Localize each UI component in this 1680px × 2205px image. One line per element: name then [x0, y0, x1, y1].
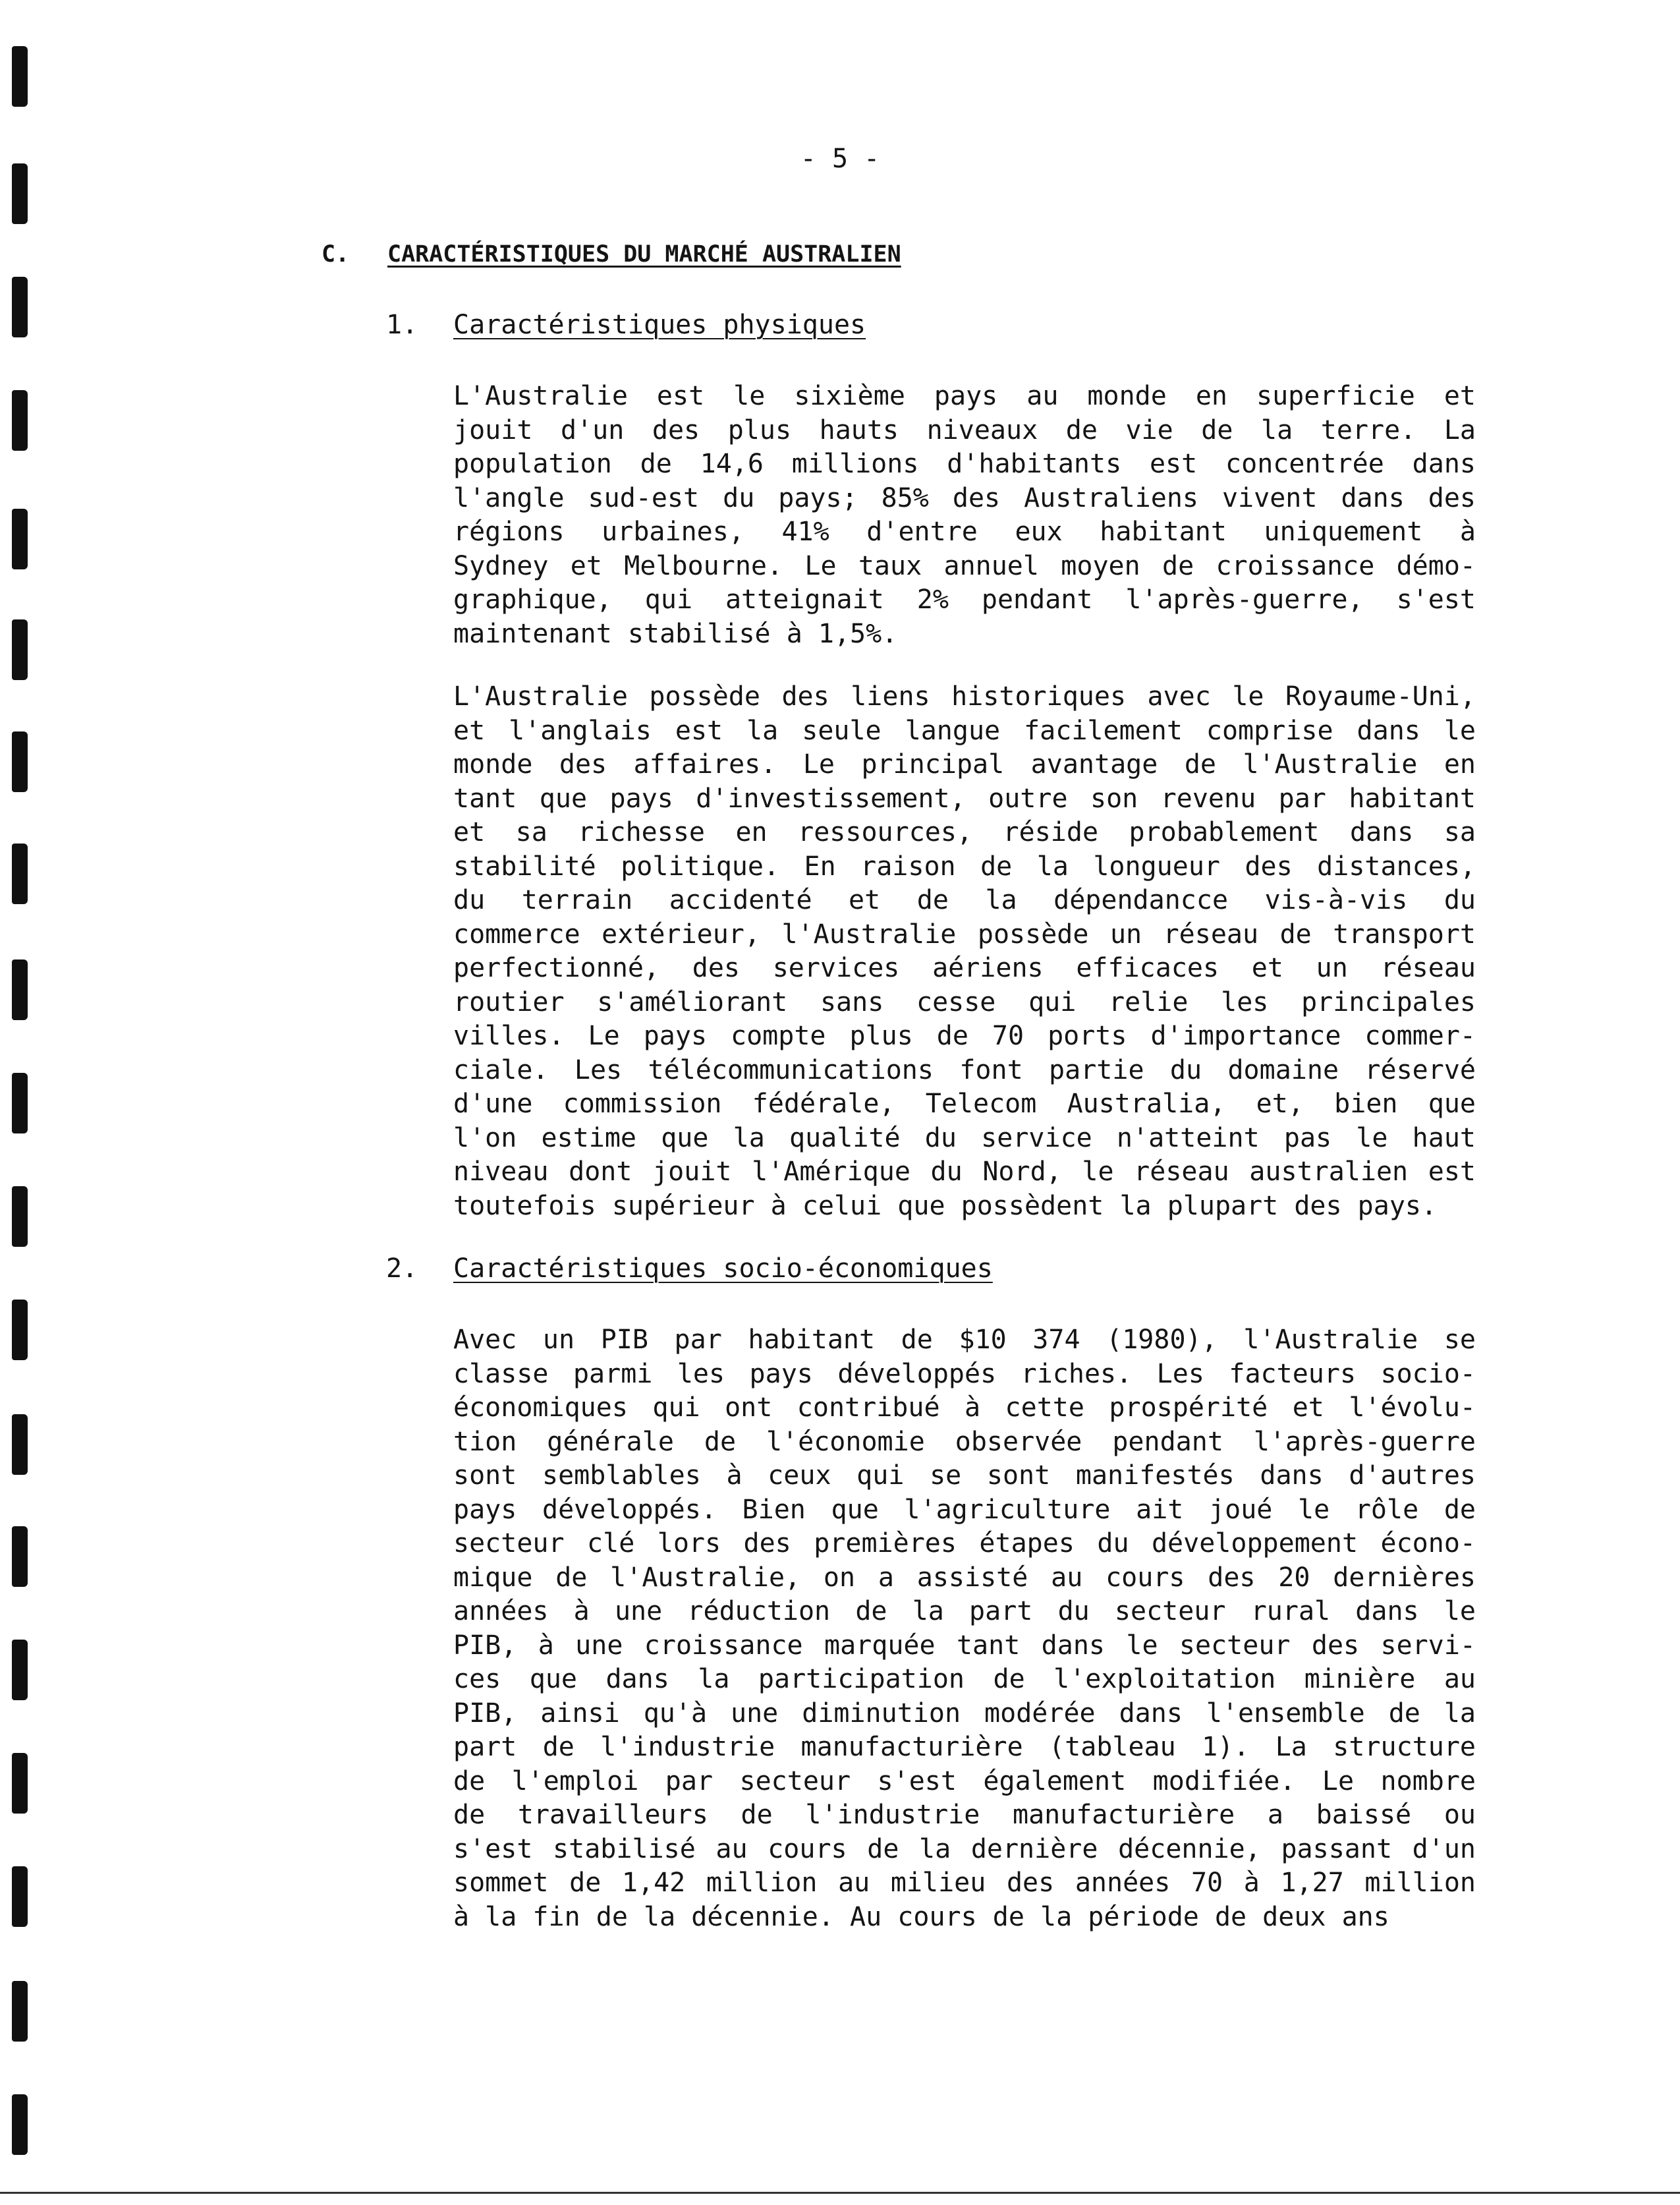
binder-hole-mark [12, 1186, 28, 1247]
binder-hole-mark [12, 2094, 28, 2155]
text-line: stabilité politique. En raison de la longueur des distances, [453, 851, 1476, 882]
text-line: niveau dont jouit l'Amérique du Nord, le réseau australien est [453, 1157, 1476, 1187]
section-title: CARACTÉRISTIQUES DU MARCHÉ AUSTRALIEN [387, 241, 901, 268]
subsection-number: 1. [386, 310, 418, 340]
binder-hole-mark [12, 619, 28, 680]
subsection-number: 2. [386, 1253, 418, 1284]
binder-hole-mark [12, 731, 28, 792]
text-line: sommet de 1,42 million au milieu des années 70 à 1,27 million [453, 1868, 1476, 1898]
text-line: à la fin de la décennie. Au cours de la période de deux ans [453, 1901, 1389, 1932]
binder-hole-mark [12, 390, 28, 451]
text-line: perfectionné, des services aériens efficaces et un réseau [453, 953, 1476, 983]
text-line: graphique, qui atteignait 2% pendant l'après-guerre, s'est [453, 585, 1476, 615]
text-line: commerce extérieur, l'Australie possède un réseau de transport [453, 919, 1476, 950]
binder-hole-mark [12, 1753, 28, 1814]
text-line: sont semblables à ceux qui se sont manifestés dans d'autres [453, 1460, 1476, 1491]
text-line: régions urbaines, 41% d'entre eux habitant uniquement à [453, 517, 1476, 547]
text-line: et l'anglais est la seule langue facilement comprise dans le [453, 715, 1476, 746]
page-number: - 5 - [800, 144, 880, 174]
text-line: PIB, ainsi qu'à une diminution modérée dans l'ensemble de la [453, 1698, 1476, 1729]
binder-hole-mark [12, 509, 28, 569]
binder-hole-mark [12, 1073, 28, 1133]
section-letter: C. [322, 241, 350, 268]
text-line: l'on estime que la qualité du service n'atteint pas le haut [453, 1122, 1476, 1153]
text-line: s'est stabilisé au cours de la dernière décennie, passant d'un [453, 1833, 1476, 1864]
text-line: routier s'améliorant sans cesse qui relie les principales [453, 987, 1476, 1017]
text-line: pays développés. Bien que l'agriculture ait joué le rôle de [453, 1494, 1476, 1525]
subsection-title: Caractéristiques physiques [453, 310, 866, 340]
binder-hole-mark [12, 1981, 28, 2042]
text-line: maintenant stabilisé à 1,5%. [453, 618, 898, 649]
text-line: PIB, à une croissance marquée tant dans le secteur des servi- [453, 1630, 1476, 1661]
paragraph [453, 680, 1476, 1223]
text-line: ciale. Les télécommunications font partie du domaine réservé [453, 1054, 1476, 1085]
binder-hole-mark [12, 1526, 28, 1587]
binder-hole-mark [12, 1866, 28, 1927]
subsection-heading-2 [386, 1253, 993, 1284]
binder-hole-mark [12, 1414, 28, 1475]
text-line: L'Australie est le sixième pays au monde en superficie et [453, 381, 1476, 411]
subsection-title: Caractéristiques socio-économiques [453, 1253, 993, 1284]
text-line: jouit d'un des plus hauts niveaux de vie de la terre. La [453, 415, 1476, 445]
text-line: de travailleurs de l'industrie manufacturière a baissé ou [453, 1800, 1476, 1830]
text-line: Sydney et Melbourne. Le taux annuel moyen de croissance démo- [453, 550, 1476, 581]
section-heading [322, 241, 901, 268]
text-line: population de 14,6 millions d'habitants est concentrée dans [453, 449, 1476, 479]
text-line: mique de l'Australie, on a assisté au cours des 20 dernières [453, 1562, 1476, 1593]
text-line: part de l'industrie manufacturière (tableau 1). La structure [453, 1732, 1476, 1762]
text-line: tion générale de l'économie observée pendant l'après-guerre [453, 1426, 1476, 1457]
text-line: tant que pays d'investissement, outre son revenu par habitant [453, 783, 1476, 814]
text-line: années à une réduction de la part du secteur rural dans le [453, 1596, 1476, 1626]
text-line: économiques qui ont contribué à cette prospérité et l'évolu- [453, 1392, 1476, 1423]
text-line: l'angle sud-est du pays; 85% des Australiens vivent dans des [453, 482, 1476, 513]
binder-hole-mark [12, 46, 28, 107]
binder-hole-mark [12, 1640, 28, 1700]
text-line: L'Australie possède des liens historiques avec le Royaume-Uni, [453, 681, 1476, 712]
paragraph [453, 1323, 1476, 1934]
text-line: et sa richesse en ressources, réside probablement dans sa [453, 817, 1476, 847]
text-line: ces que dans la participation de l'exploitation minière au [453, 1664, 1476, 1694]
text-line: Avec un PIB par habitant de $10 374 (1980), l'Australie se [453, 1325, 1476, 1355]
subsection-heading-1 [386, 310, 866, 340]
text-line: classe parmi les pays développés riches. Les facteurs socio- [453, 1358, 1476, 1389]
text-line: toutefois supérieur à celui que possèdent la plupart des pays. [453, 1190, 1438, 1221]
text-line: d'une commission fédérale, Telecom Australia, et, bien que [453, 1089, 1476, 1119]
text-line: villes. Le pays compte plus de 70 ports d'importance commer- [453, 1021, 1476, 1051]
text-line: monde des affaires. Le principal avantage de l'Australie en [453, 749, 1476, 780]
text-line: du terrain accidenté et de la dépendancce vis-à-vis du [453, 885, 1476, 915]
text-line: secteur clé lors des premières étapes du développement écono- [453, 1528, 1476, 1559]
text-line: de l'emploi par secteur s'est également modifiée. Le nombre [453, 1765, 1476, 1796]
binder-hole-mark [12, 844, 28, 904]
page-bottom-rule [0, 2192, 1680, 2194]
paragraph [453, 380, 1476, 651]
binder-hole-mark [12, 959, 28, 1020]
binder-hole-mark [12, 277, 28, 337]
binder-hole-mark [12, 1300, 28, 1360]
